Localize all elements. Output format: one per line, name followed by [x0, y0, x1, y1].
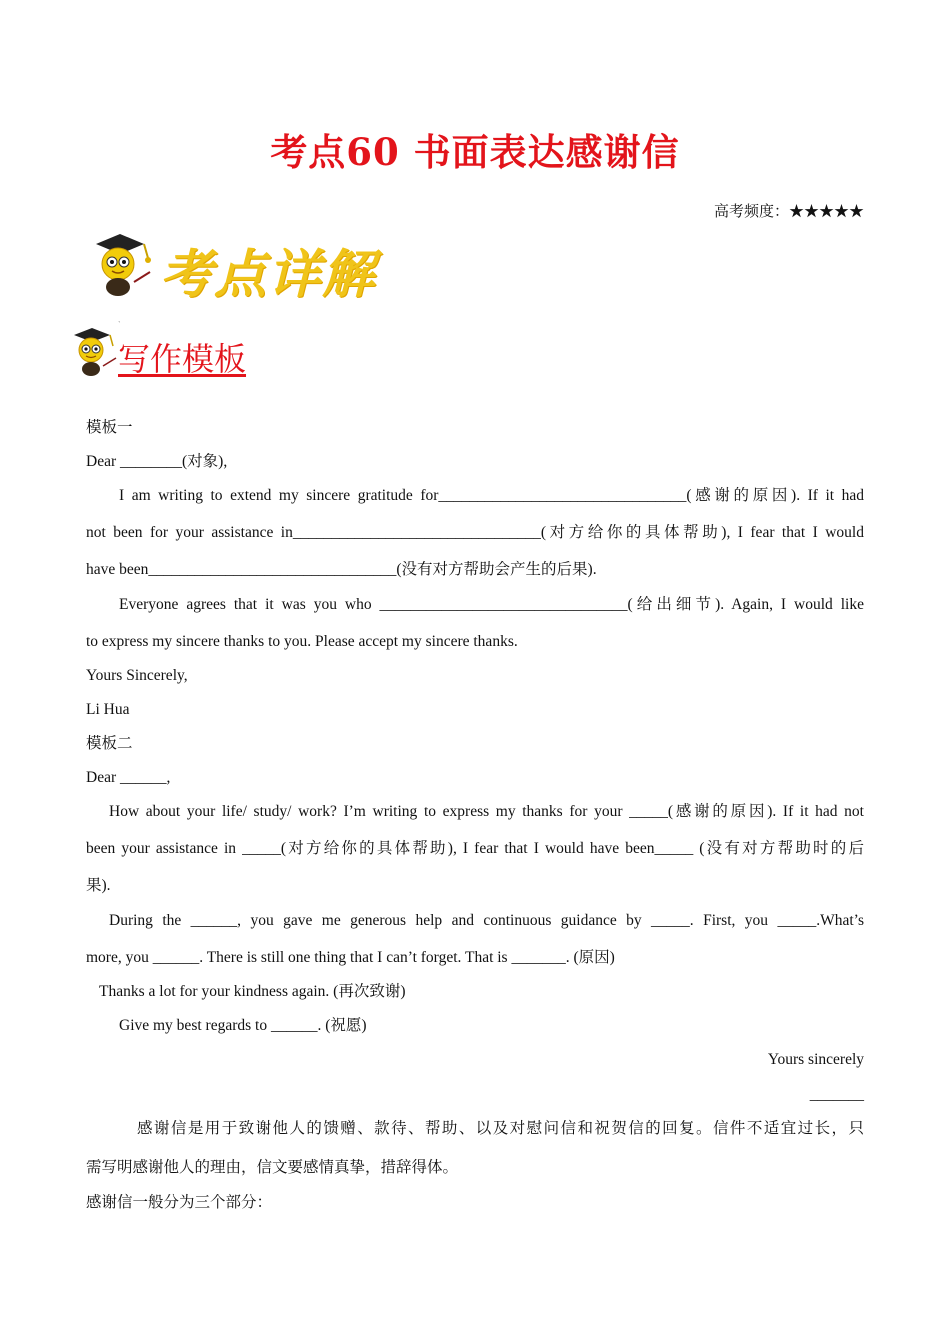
template1-paragraph2-line1: Everyone agrees that it was you who ________________________________(给出细节). Again, I would like: [119, 596, 864, 613]
section-banner: 考点详解: [160, 244, 377, 305]
template2-paragraph1-line2: been your assistance in _____(对方给你的具体帮助), I fear that I would have been_____ (没有对方帮助时的后: [86, 840, 864, 857]
mascot-icon: [70, 326, 118, 378]
intro-line3: 感谢信一般分为三个部分：: [86, 1194, 273, 1211]
template1-closing: Yours Sincerely,: [86, 667, 188, 684]
template1-paragraph1-line2: not been for your assistance in________________________________(对方给你的具体帮助), I fear that I would: [86, 524, 864, 541]
template2-signature: _______: [809, 1086, 864, 1103]
mascot-icon: [90, 232, 154, 298]
template2-paragraph2-line1: During the ______, you gave me generous help and continuous guidance by _____. First, you _____.What’s: [109, 912, 864, 929]
template1-salutation: Dear ________(对象),: [86, 453, 228, 470]
template2-salutation: Dear ______,: [86, 769, 171, 786]
template2-regards: Give my best regards to ______. (祝愿): [119, 1017, 367, 1034]
intro-line1: 感谢信是用于致谢他人的馈赠、款待、帮助、以及对慰问信和祝贺信的回复。信件不适宜过长，只: [137, 1120, 864, 1137]
stray-mark: `: [118, 320, 121, 329]
exam-frequency: 高考频度：★★★★★: [713, 204, 864, 220]
template2-closing: Yours sincerely: [767, 1051, 864, 1068]
template2-heading: 模板二: [86, 735, 133, 752]
template1-paragraph2-line2: to express my sincere thanks to you. Please accept my sincere thanks.: [86, 633, 518, 650]
page-title: 考点60 书面表达感谢信: [270, 130, 680, 174]
section-title: 写作模板: [118, 340, 247, 378]
template2-thanks-again: Thanks a lot for your kindness again. (再次致谢): [99, 983, 406, 1000]
template1-signature: Li Hua: [86, 701, 130, 718]
template2-paragraph1-line3: 果).: [86, 877, 111, 894]
template2-paragraph2-line2: more, you ______. There is still one thing that I can’t forget. That is _______. (原因): [86, 949, 615, 966]
template2-paragraph1-line1: How about your life/ study/ work? I’m writing to express my thanks for your _____(感谢的原因). If it had not: [109, 803, 864, 820]
template1-paragraph1-line3: have been________________________________(没有对方帮助会产生的后果).: [86, 561, 597, 578]
template1-heading: 模板一: [86, 419, 133, 436]
intro-line2: 需写明感谢他人的理由，信文要感情真挚，措辞得体。: [86, 1159, 459, 1176]
template1-paragraph1-line1: I am writing to extend my sincere gratitude for________________________________(感谢的原因). If it had: [119, 487, 864, 504]
